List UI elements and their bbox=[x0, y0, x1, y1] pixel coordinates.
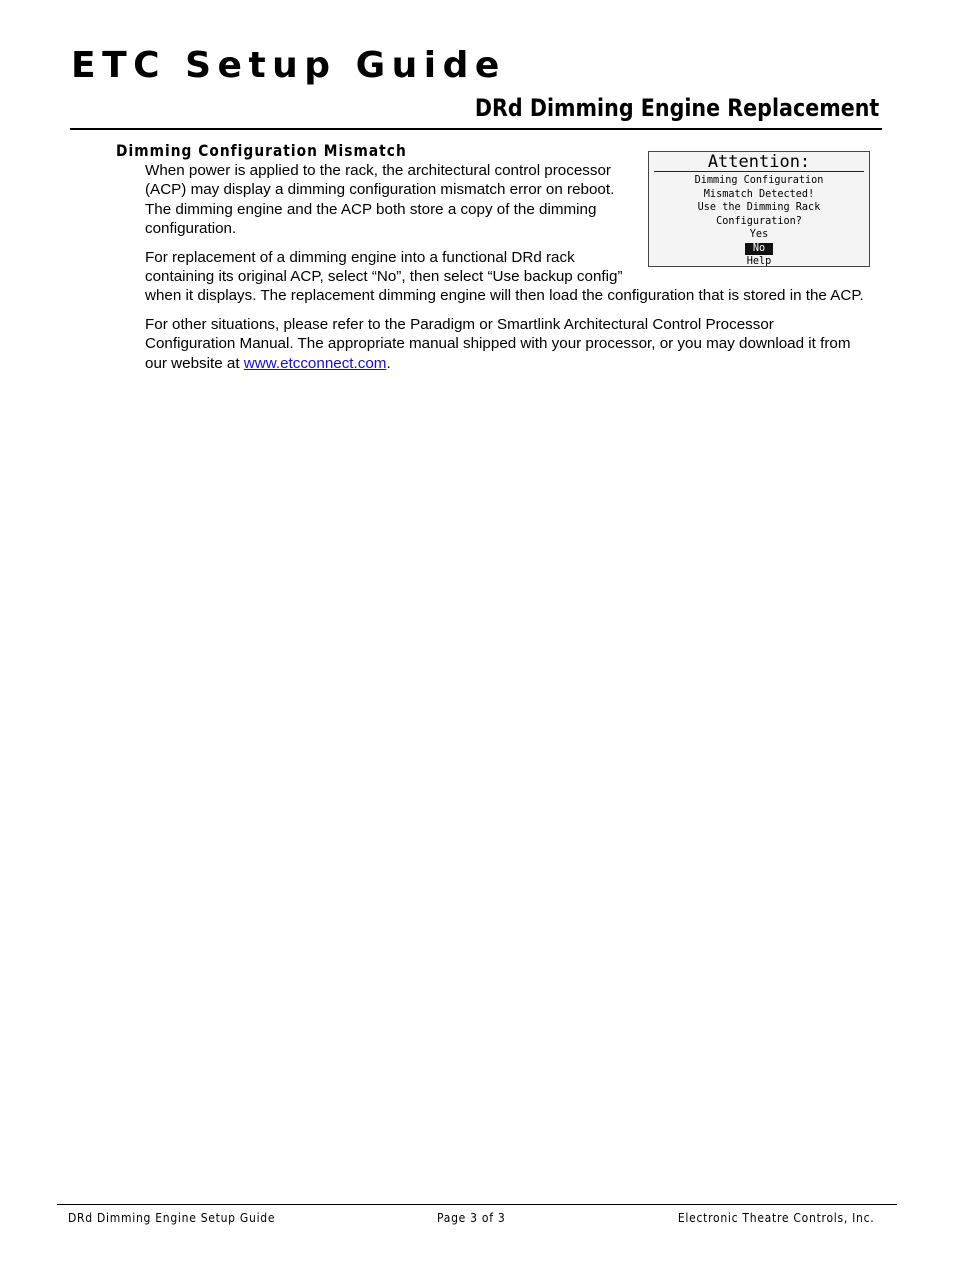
footer-company: Electronic Theatre Controls, Inc. bbox=[677, 1211, 874, 1225]
paragraph-replacement: For replacement of a dimming engine into a functional DRd rack containing its original ACP, select “No”, then select “Use backup config” when it displays. The replacement dimming engine will then load the configuration that is stored in the ACP. bbox=[145, 248, 864, 305]
paragraph-other-text: For other situations, please refer to the Paradigm or Smartlink Architectural Control Processor Configuration Manual. The appropriate manual shipped with your processor, or you may download it from our website at bbox=[145, 316, 851, 372]
lcd-title: Attention: bbox=[654, 153, 864, 172]
footer-divider bbox=[57, 1204, 897, 1205]
document-title: ETC Setup Guide bbox=[71, 45, 506, 86]
section-heading: Dimming Configuration Mismatch bbox=[116, 141, 407, 160]
lcd-message-line: Use the Dimming Rack bbox=[697, 202, 821, 213]
paragraph-other-situations bbox=[145, 315, 867, 373]
etcconnect-link[interactable]: www.etcconnect.com bbox=[243, 354, 387, 372]
header-divider bbox=[70, 128, 882, 130]
paragraph-end-punctuation: . bbox=[386, 354, 391, 372]
lcd-message-line: Configuration? bbox=[716, 215, 802, 227]
lcd-message-line: Mismatch Detected! bbox=[703, 188, 815, 200]
lcd-option-help: Help bbox=[746, 256, 772, 267]
lcd-option-no-row bbox=[649, 242, 869, 256]
footer-page-number: Page 3 of 3 bbox=[437, 1211, 506, 1225]
section-body bbox=[145, 152, 867, 382]
paragraph-power-applied: When power is applied to the rack, the architectural control processor (ACP) may display a dimming configuration mismatch error on reboot. The dimming engine and the ACP both store a copy of the dimming configuration. bbox=[145, 162, 615, 237]
document-subtitle: DRd Dimming Engine Replacement bbox=[474, 94, 879, 122]
lcd-option-yes: Yes bbox=[749, 229, 769, 240]
footer-guide-name: DRd Dimming Engine Setup Guide bbox=[68, 1211, 276, 1225]
lcd-attention-display bbox=[648, 151, 870, 267]
lcd-option-no-selected: No bbox=[745, 243, 773, 255]
lcd-message-line: Dimming Configuration bbox=[694, 175, 824, 186]
